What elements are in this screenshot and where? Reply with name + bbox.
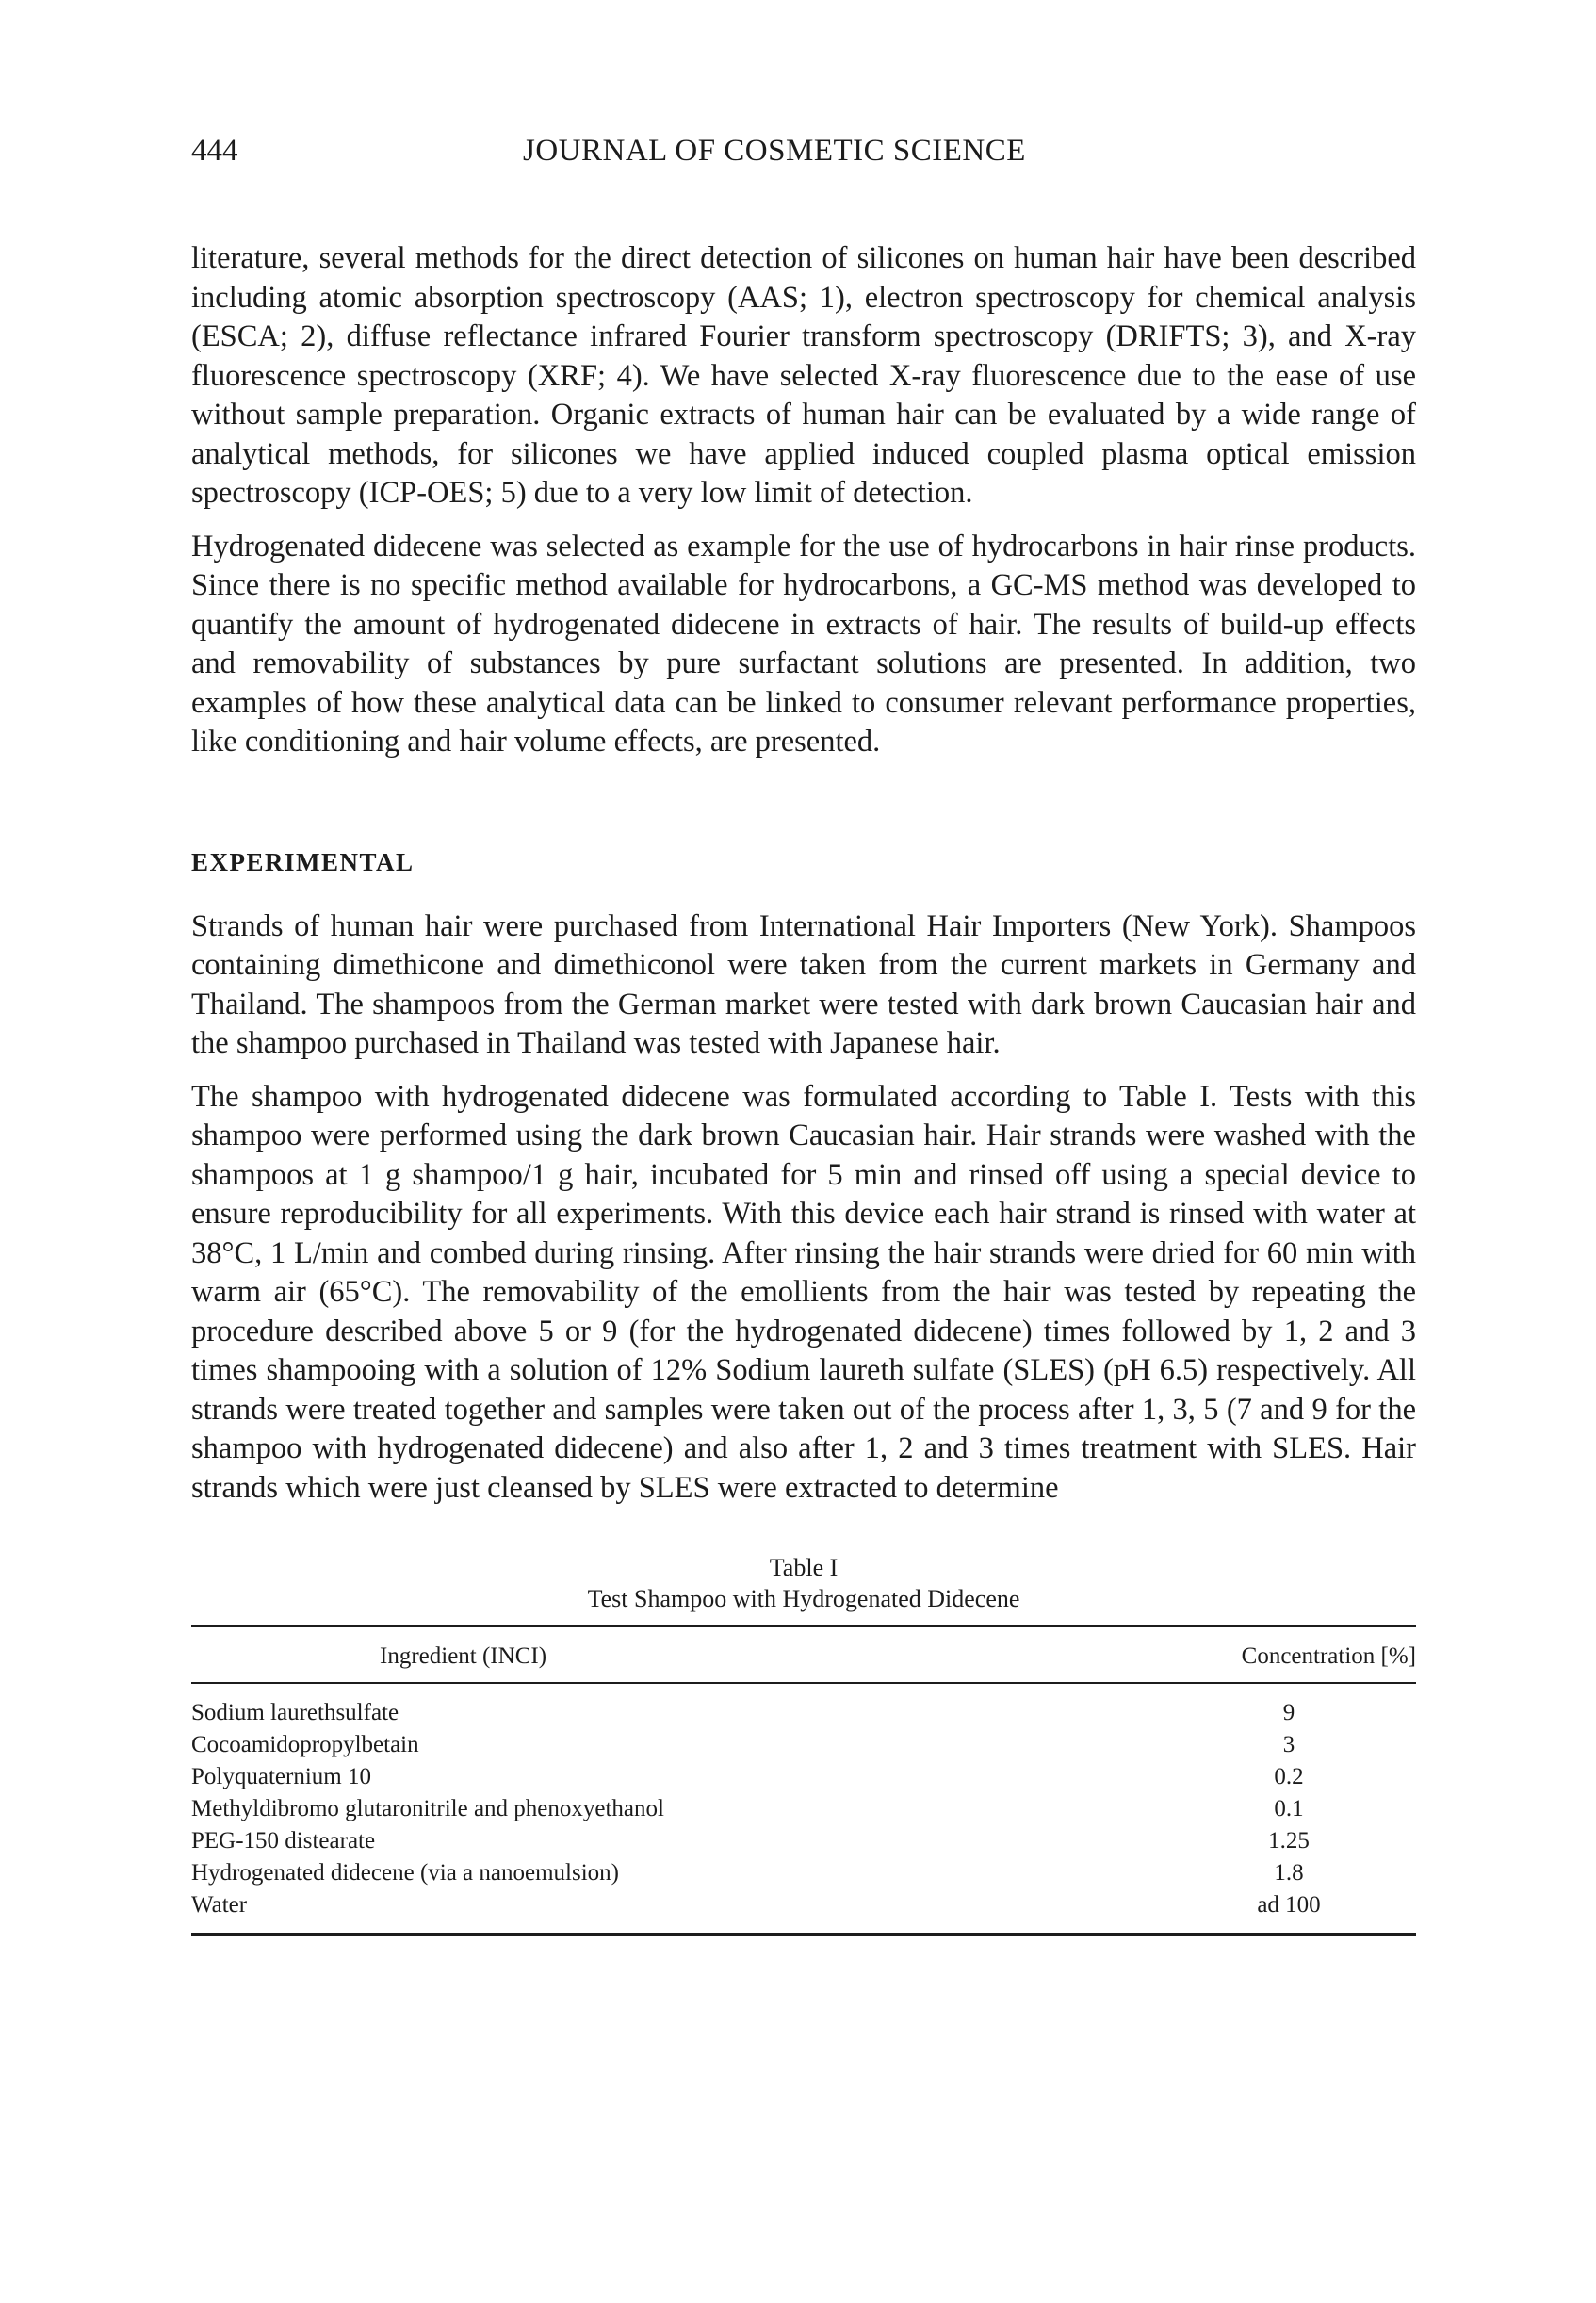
running-head bbox=[191, 130, 1416, 172]
paragraph-hydrogenated-didecene: Hydrogenated didecene was selected as example for the use of hydrocarbons in hair rinse products. Since there is no specific method available for hydrocarbons, a GC-MS method was developed to quantify the amount of hydrogenated didecene in extracts of hair. The results of build-up effects and removability of substances by pure surfactant solutions are presented. In addition, two examples of how these analytical data can be linked to consumer relevant performance properties, like conditioning and hair volume effects, are presented. bbox=[191, 529, 1416, 759]
paragraph-shampoo-procedure: The shampoo with hydrogenated didecene was formulated according to Table I. Tests with this shampoo were performed using the dark brown Caucasian hair. Hair strands were washed with the shampoos at 1 g shampoo/1 g hair, incubated for 5 min and rinsed off using a special device to ensure reproducibility for all experiments. With this device each hair strand is rinsed with water at 38°C, 1 L/min and combed during rinsing. After rinsing the hair strands were dried for 60 min with warm air (65°C). The removability of the emollients from the hair was tested by repeating the procedure described above 5 or 9 (for the hydrogenated didecene) times followed by 1, 2 and 3 times shampooing with a solution of 12% Sodium laureth sulfate (SLES) (pH 6.5) respectively. All strands were treated together and samples were taken out of the process after 1, 3, 5 (7 and 9 for the shampoo with hydrogenated didecene) and also after 1, 2 and 3 times treatment with SLES. Hair strands which were just cleansed by SLES were extracted to determine bbox=[191, 1079, 1416, 1505]
table-row bbox=[191, 1683, 1416, 1729]
ingredient-cell: Methyldibromo glutaronitrile and phenoxyethanol bbox=[191, 1796, 664, 1821]
ingredients-table bbox=[191, 1625, 1416, 1936]
column-header-concentration: Concentration [%] bbox=[1241, 1643, 1416, 1669]
table-row bbox=[191, 1729, 1416, 1761]
concentration-cell: 9 bbox=[1282, 1700, 1295, 1725]
journal-page bbox=[191, 130, 1416, 1936]
paragraph-literature: literature, several methods for the direct detection of silicones on human hair have been described including atomic absorption spectroscopy (AAS; 1), electron spectroscopy for chemical analysis (ESCA; 2), diffuse reflectance infrared Fourier transform spectroscopy (DRIFTS; 3), and X-ray fluorescence spectroscopy (XRF; 4). We have selected X-ray fluorescence due to the ease of use without sample preparation. Organic extracts of human hair can be evaluated by a wide range of analytical methods, for silicones we have applied induced coupled plasma optical emission spectroscopy (ICP-OES; 5) due to a very low limit of detection. bbox=[191, 241, 1416, 510]
paragraph-hair-strands: Strands of human hair were purchased from International Hair Importers (New York). Shampoos containing dimethicone and dimethiconol were taken from the current markets in Germany and Thailand. The shampoos from the German market were tested with dark brown Caucasian hair and the shampoo purchased in Thailand was tested with Japanese hair. bbox=[191, 908, 1416, 1060]
ingredient-cell: Polyquaternium 10 bbox=[191, 1764, 371, 1789]
page-number: 444 bbox=[191, 134, 238, 168]
table-row bbox=[191, 1857, 1416, 1889]
section-heading-experimental: EXPERIMENTAL bbox=[191, 847, 415, 876]
concentration-cell: ad 100 bbox=[1257, 1892, 1321, 1918]
table-row bbox=[191, 1889, 1416, 1935]
table-caption: Table I bbox=[769, 1554, 839, 1581]
ingredient-cell: PEG-150 distearate bbox=[191, 1828, 376, 1854]
ingredient-cell: Hydrogenated didecene (via a nanoemulsion) bbox=[191, 1860, 619, 1886]
body-text bbox=[191, 239, 1416, 1508]
column-header-ingredient: Ingredient (INCI) bbox=[380, 1643, 547, 1669]
concentration-cell: 3 bbox=[1282, 1732, 1295, 1757]
table-row bbox=[191, 1793, 1416, 1825]
concentration-cell: 1.8 bbox=[1274, 1860, 1304, 1886]
ingredient-cell: Sodium laurethsulfate bbox=[191, 1700, 399, 1725]
concentration-cell: 1.25 bbox=[1268, 1828, 1310, 1854]
table-title: Test Shampoo with Hydrogenated Didecene bbox=[587, 1585, 1020, 1612]
journal-title: JOURNAL OF COSMETIC SCIENCE bbox=[523, 134, 1026, 168]
ingredient-cell: Cocoamidopropylbetain bbox=[191, 1732, 419, 1757]
concentration-cell: 0.2 bbox=[1274, 1764, 1304, 1789]
table-row bbox=[191, 1761, 1416, 1793]
table-row bbox=[191, 1825, 1416, 1857]
concentration-cell: 0.1 bbox=[1274, 1796, 1304, 1821]
table-header-row bbox=[191, 1626, 1416, 1684]
ingredient-cell: Water bbox=[191, 1892, 248, 1918]
table-block bbox=[191, 1553, 1416, 1936]
